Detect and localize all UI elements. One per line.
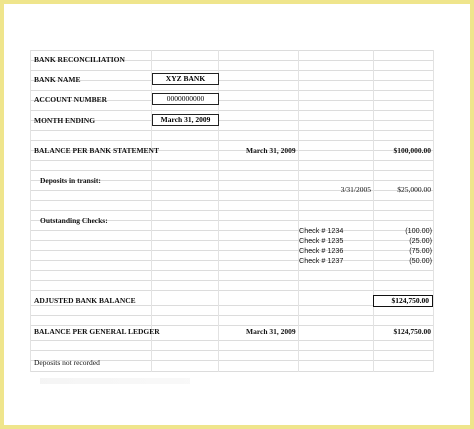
check-amount[interactable]: (50.00) [409,256,432,265]
faint-watermark [40,378,190,384]
check-label[interactable]: Check # 1234 [299,226,344,235]
bank-name-label[interactable]: BANK NAME [34,75,81,84]
deposit-date[interactable]: 3/31/2005 [340,185,371,194]
check-amount[interactable]: (100.00) [405,226,432,235]
balance-per-gl-date[interactable]: March 31, 2009 [246,327,296,336]
check-amount[interactable]: (75.00) [409,246,432,255]
adjusted-balance-amount[interactable]: $124,750.00 [373,295,433,307]
deposit-amount[interactable]: $25,000.00 [397,185,431,194]
balance-per-bank-date[interactable]: March 31, 2009 [246,146,296,155]
deposits-not-recorded-label[interactable]: Deposits not recorded [34,358,100,367]
balance-per-gl-amount[interactable]: $124,750.00 [393,327,431,336]
adjusted-balance-label[interactable]: ADJUSTED BANK BALANCE [34,296,136,305]
deposits-in-transit-label[interactable]: Deposits in transit: [40,176,101,185]
check-label[interactable]: Check # 1236 [299,246,344,255]
gridline [30,50,31,372]
check-amount[interactable]: (25.00) [409,236,432,245]
gridline [298,50,299,372]
check-label[interactable]: Check # 1235 [299,236,344,245]
gridline [373,50,374,372]
sheet-title[interactable]: BANK RECONCILIATION [34,55,125,64]
account-number-field[interactable]: 0000000000 [152,93,219,105]
month-ending-field[interactable]: March 31, 2009 [152,114,219,126]
bank-name-field[interactable]: XYZ BANK [152,73,219,85]
month-ending-label[interactable]: MONTH ENDING [34,116,96,125]
balance-per-bank-label[interactable]: BALANCE PER BANK STATEMENT [34,146,159,155]
balance-per-gl-label[interactable]: BALANCE PER GENERAL LEDGER [34,327,160,336]
gridline [433,50,434,372]
account-number-label[interactable]: ACCOUNT NUMBER [34,95,107,104]
check-label[interactable]: Check # 1237 [299,256,344,265]
outstanding-checks-label[interactable]: Outstanding Checks: [40,216,108,225]
balance-per-bank-amount[interactable]: $100,000.00 [393,146,431,155]
spreadsheet-grid [30,50,434,372]
